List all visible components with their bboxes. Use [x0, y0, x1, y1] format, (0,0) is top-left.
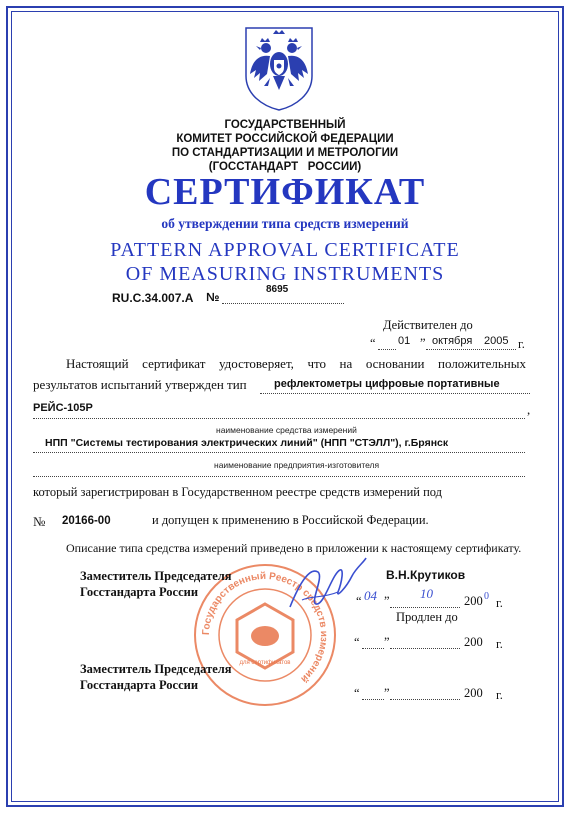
- extension-date-day-dots: [362, 648, 384, 649]
- agency-line-2: КОМИТЕТ РОССИЙСКОЙ ФЕДЕРАЦИИ: [176, 133, 394, 145]
- manufacturer: НПП "Системы тестирования электрических линий" (НПП "СТЭЛЛ"), г.Брянск: [45, 437, 449, 449]
- extra-line-dots: [33, 476, 525, 477]
- subtitle-english-line-2: OF MEASURING INSTRUMENTS: [125, 263, 445, 285]
- signer2-date-year: 200: [464, 686, 483, 700]
- validity-day: 01: [398, 335, 411, 347]
- signer2-date-open-quote: “: [354, 686, 360, 700]
- description-text: Описание типа средства измерений приведено в приложении к настоящему сертификату.: [66, 541, 522, 555]
- certificate-number: 8695: [266, 284, 289, 295]
- signer1-date-year-digit: 0: [484, 591, 489, 602]
- extension-date-month-dots: [390, 648, 460, 649]
- agency-name: [0, 118, 570, 174]
- extension-date-close-quote: ”: [384, 635, 390, 649]
- instrument-model: РЕЙС-105Р: [33, 402, 93, 414]
- registry-number: 20166-00: [62, 515, 111, 527]
- instrument-type-dots: [260, 393, 530, 394]
- signer1-name: В.Н.Крутиков: [386, 568, 466, 582]
- signer2-title-line-2: Госстандарта России: [80, 678, 199, 692]
- signer2-date-month-dots: [390, 699, 460, 700]
- signer1-title-line-1: Заместитель Председателя: [80, 569, 232, 583]
- signer2-title-line-1: Заместитель Председателя: [80, 662, 232, 676]
- extension-date-year: 200: [464, 635, 483, 649]
- certificate-number-dots: [222, 303, 344, 304]
- agency-line-4: (ГОССТАНДАРТ РОССИИ): [208, 161, 362, 173]
- validity-label: Действителен до: [383, 318, 473, 332]
- label-instrument-name: наименование средства измерений: [216, 425, 357, 435]
- agency-line-1: ГОСУДАРСТВЕННЫЙ: [224, 119, 346, 131]
- handwritten-signature-icon: [280, 552, 370, 622]
- validity-day-dots-left: [378, 349, 396, 350]
- signer1-date-suffix: г.: [496, 596, 503, 610]
- certificate-title: СЕРТИФИКАТ: [144, 171, 426, 213]
- validity-month: октября: [432, 335, 473, 347]
- signer1-date-month: 10: [420, 586, 433, 601]
- signer2-date-day-dots: [362, 699, 384, 700]
- certificate-code: RU.C.34.007.A: [112, 291, 194, 305]
- extension-date-open-quote: “: [354, 635, 360, 649]
- label-manufacturer-name: наименование предприятия-изготовителя: [214, 460, 380, 470]
- manufacturer-dots: [33, 452, 525, 453]
- instrument-model-dots: [33, 418, 525, 419]
- validity-year-suffix: г.: [518, 337, 525, 351]
- registry-number-label: №: [33, 514, 46, 529]
- admitted-text: и допущен к применению в Российской Федерации.: [152, 513, 429, 527]
- signer1-date-close-quote: ”: [384, 594, 390, 608]
- signer1-title-line-2: Госстандарта России: [80, 585, 199, 599]
- stamp-center-text: для сертификатов: [239, 660, 291, 666]
- signer1-date-month-dots: [390, 607, 460, 608]
- extension-date-suffix: г.: [496, 637, 503, 651]
- signer2-date-close-quote: ”: [384, 686, 390, 700]
- subtitle-russian: об утверждении типа средств измерений: [161, 216, 409, 231]
- validity-month-dots: [426, 349, 516, 350]
- double-headed-eagle-emblem-icon: [240, 24, 318, 112]
- signer1-date-open-quote: “: [356, 594, 362, 608]
- agency-line-3: ПО СТАНДАРТИЗАЦИИ И МЕТРОЛОГИИ: [171, 147, 399, 159]
- extended-label: Продлен до: [396, 610, 458, 624]
- body-paragraph-line-2: результатов испытаний утвержден тип: [33, 377, 247, 392]
- instrument-model-comma: ,: [527, 402, 531, 417]
- body-paragraph-line-1: Настоящий сертификат удостоверяет, что на основании положительных: [66, 356, 526, 371]
- signer1-date-day: 04: [364, 588, 377, 603]
- subtitle-english: [0, 238, 570, 286]
- subtitle-english-line-1: PATTERN APPROVAL CERTIFICATE: [110, 239, 460, 261]
- validity-close-quote: ”: [420, 336, 426, 350]
- signer1-date-year: 200: [464, 594, 483, 608]
- validity-open-quote: “: [370, 336, 376, 350]
- stamp-ring-text: Государственный Реестр средств измерений: [200, 570, 330, 685]
- validity-year: 2005: [484, 335, 509, 347]
- signer2-date-suffix: г.: [496, 688, 503, 702]
- instrument-type: рефлектометры цифровые портативные: [274, 378, 500, 390]
- registry-text: который зарегистрирован в Государственном реестре средств измерений под: [33, 485, 443, 499]
- certificate-number-label: №: [206, 290, 220, 304]
